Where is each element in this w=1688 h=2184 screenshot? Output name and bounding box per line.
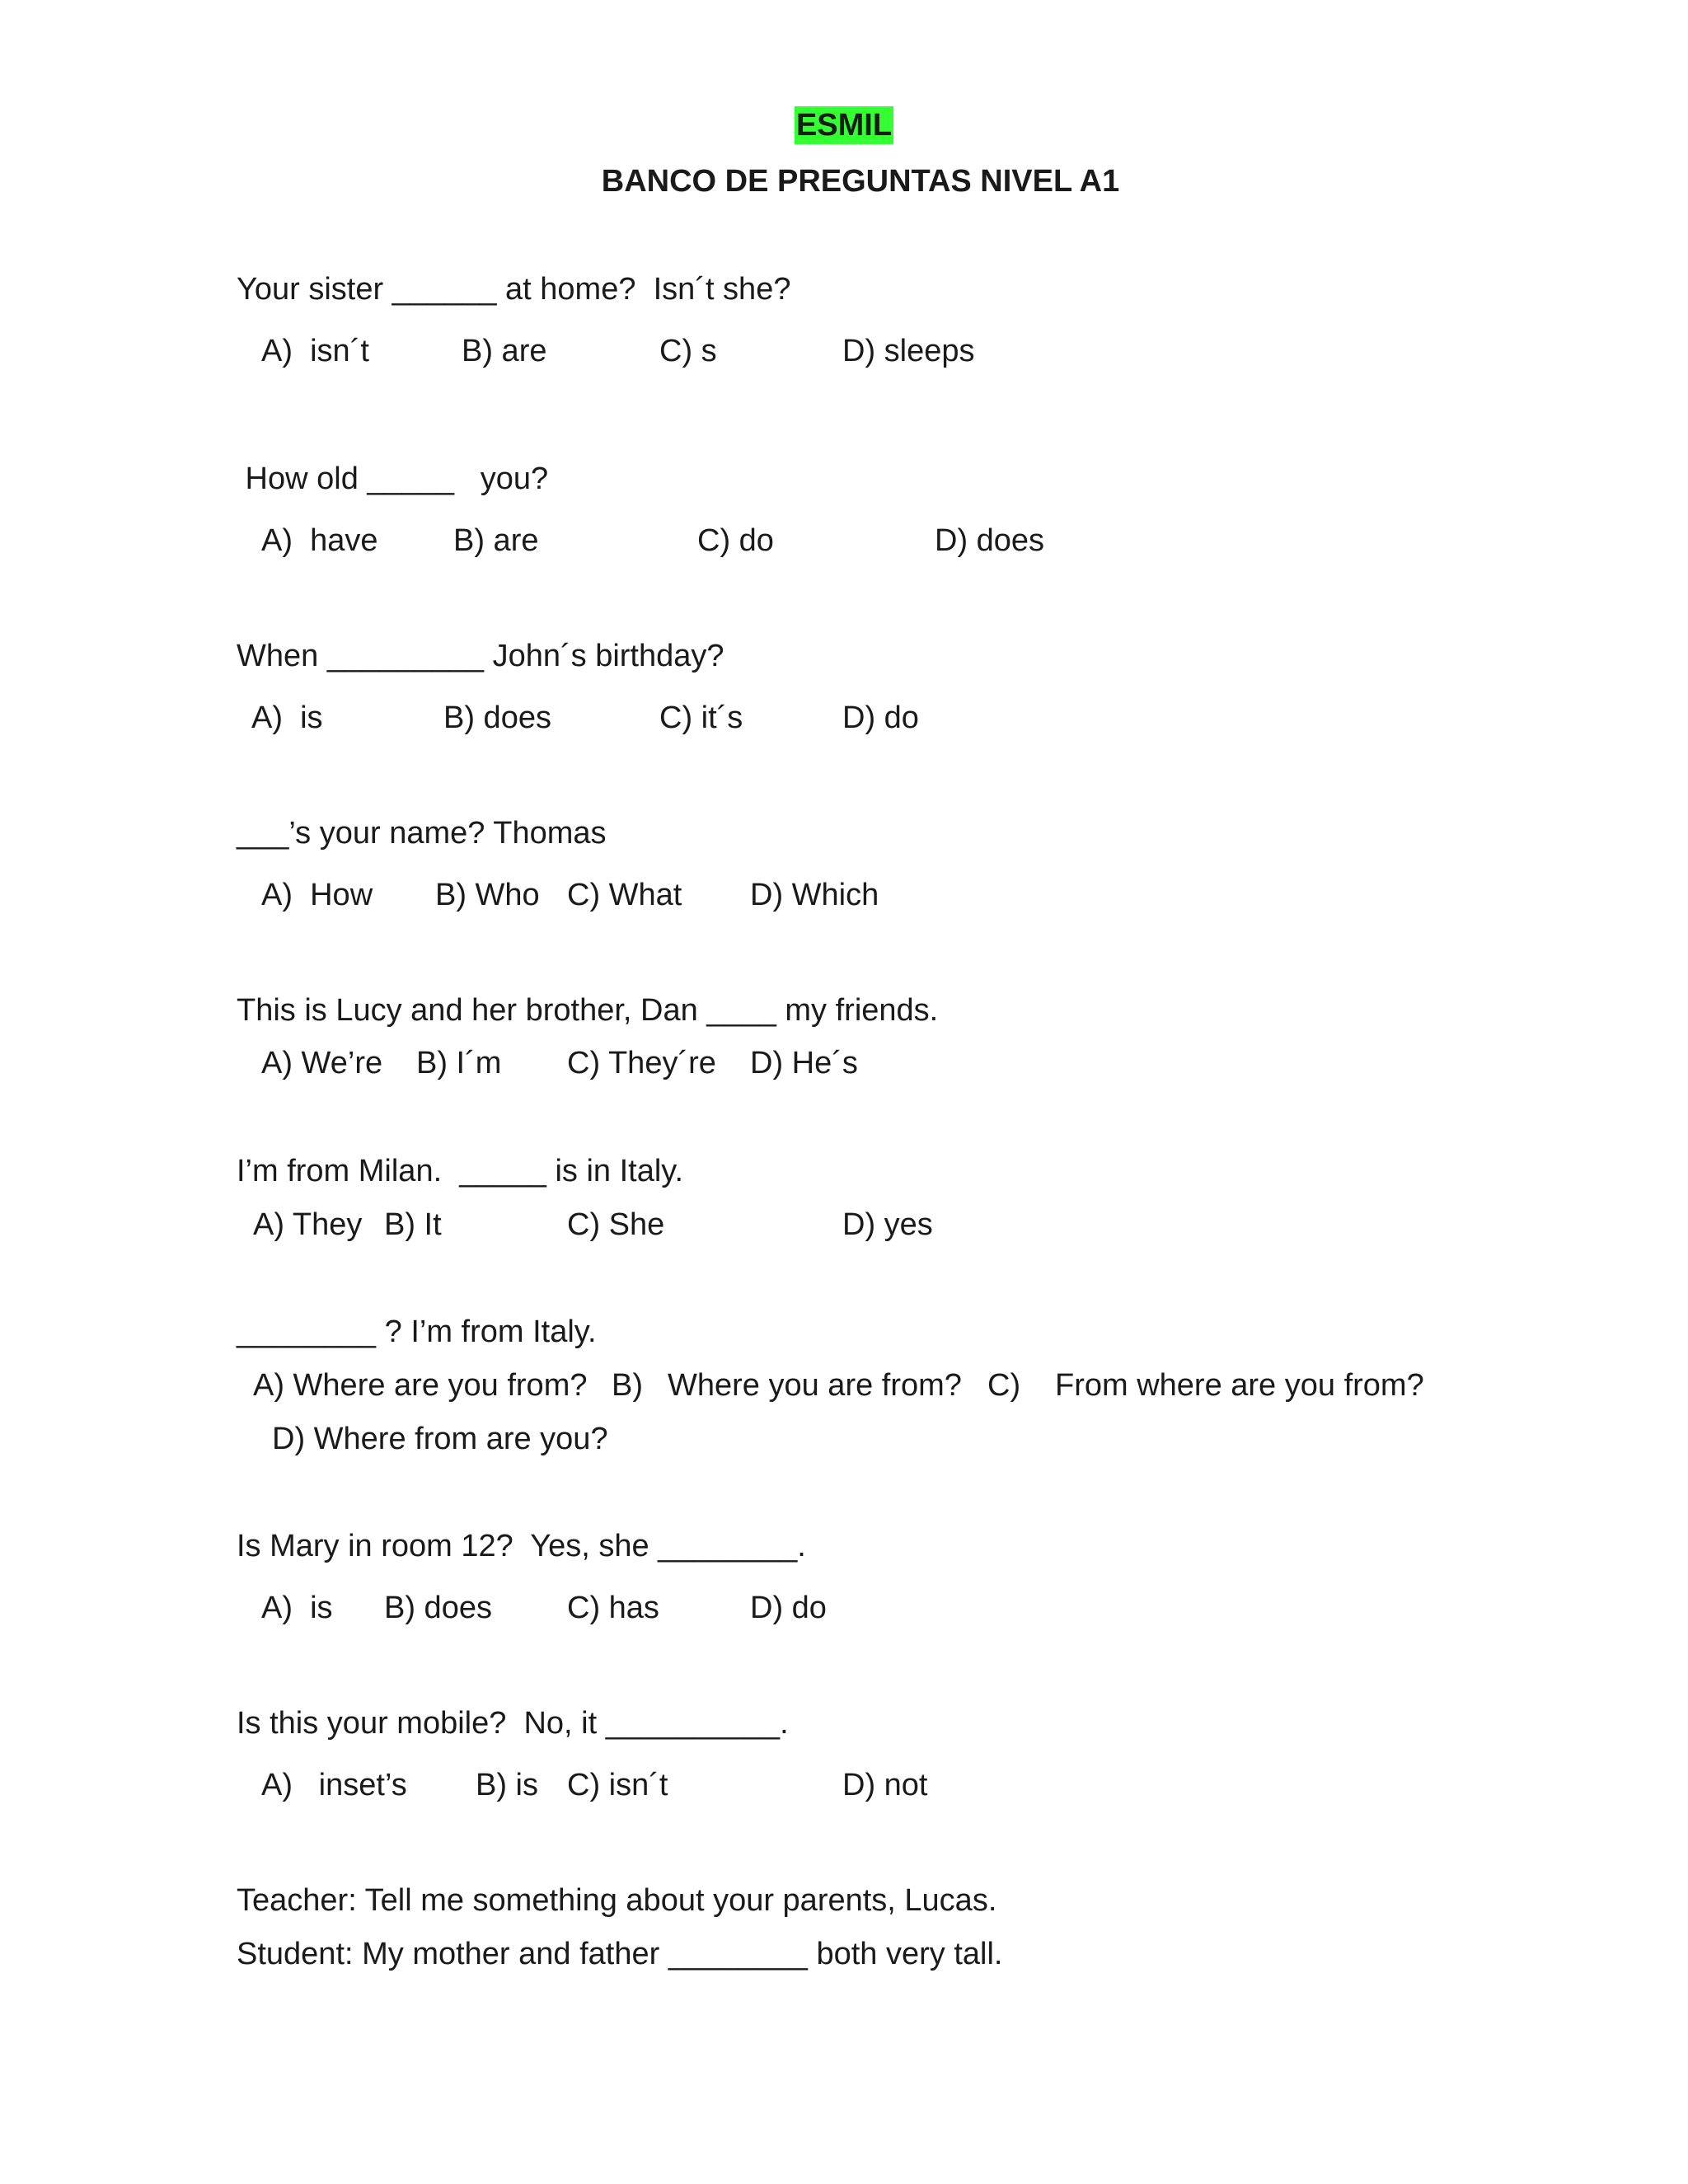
- question-9-option-a: A) inset’s: [261, 1768, 407, 1802]
- question-8-stem: Is Mary in room 12? Yes, she ________.: [237, 1529, 806, 1563]
- dialogue-teacher: Teacher: Tell me something about your parents, Lucas.: [237, 1883, 997, 1918]
- question-4-option-a: A) How: [261, 878, 373, 912]
- question-1-option-a: A) isn´t: [261, 334, 369, 368]
- question-9-option-d: D) not: [842, 1768, 928, 1802]
- question-1-option-b: B) are: [462, 334, 547, 368]
- question-6-option-b: B) It: [384, 1207, 442, 1242]
- question-3-stem: When _________ John´s birthday?: [237, 639, 724, 673]
- question-8-option-d: D) do: [750, 1591, 827, 1625]
- question-3-option-b: B) does: [443, 701, 551, 735]
- question-3-option-a: A) is: [251, 701, 323, 735]
- question-2-option-d: D) does: [935, 523, 1045, 558]
- question-1-stem: Your sister ______ at home? Isn´t she?: [237, 272, 791, 307]
- question-7-stem: ________ ? I’m from Italy.: [237, 1315, 597, 1349]
- question-7-option-d: D) Where from are you?: [272, 1422, 608, 1456]
- question-9-option-b: B) is: [476, 1768, 538, 1802]
- question-6-option-d: D) yes: [842, 1207, 933, 1242]
- question-9-stem: Is this your mobile? No, it __________.: [237, 1706, 789, 1741]
- question-2-option-b: B) are: [453, 523, 539, 558]
- question-4-option-c: C) What: [567, 878, 682, 912]
- question-7-option-b-letter: B): [612, 1368, 643, 1403]
- dialogue-student: Student: My mother and father ________ both very tall.: [237, 1937, 1003, 1971]
- page-title: BANCO DE PREGUNTAS NIVEL A1: [601, 164, 1120, 199]
- question-8-option-b: B) does: [384, 1591, 492, 1625]
- question-2-stem: How old _____ you?: [237, 462, 549, 496]
- question-5-stem: This is Lucy and her brother, Dan ____ my friends.: [237, 993, 939, 1028]
- question-8-option-a: A) is: [261, 1591, 333, 1625]
- question-9-option-c: C) isn´t: [567, 1768, 668, 1802]
- question-6-option-c: C) She: [567, 1207, 665, 1242]
- question-4-option-d: D) Which: [750, 878, 879, 912]
- question-8-option-c: C) has: [567, 1591, 659, 1625]
- org-highlight: ESMIL: [795, 108, 893, 143]
- question-5-option-c: C) They´re: [567, 1046, 716, 1080]
- question-1-option-c: C) s: [659, 334, 717, 368]
- question-3-option-d: D) do: [842, 701, 919, 735]
- question-6-option-a: A) They: [253, 1207, 363, 1242]
- question-3-option-c: C) it´s: [659, 701, 743, 735]
- question-5-option-a: A) We’re: [261, 1046, 383, 1080]
- question-7-option-a: A) Where are you from?: [253, 1368, 588, 1403]
- question-4-option-b: B) Who: [435, 878, 540, 912]
- question-7-option-c-letter: C): [987, 1368, 1021, 1403]
- question-1-option-d: D) sleeps: [842, 334, 975, 368]
- question-7-option-b: Where you are from?: [668, 1368, 962, 1403]
- question-4-stem: ___’s your name? Thomas: [237, 816, 607, 851]
- header-org: [0, 105, 1688, 145]
- question-7-option-c: From where are you from?: [1055, 1368, 1424, 1403]
- question-2-option-a: A) have: [261, 523, 378, 558]
- question-6-stem: I’m from Milan. _____ is in Italy.: [237, 1154, 684, 1188]
- question-2-option-c: C) do: [697, 523, 774, 558]
- question-5-option-b: B) I´m: [416, 1046, 502, 1080]
- question-5-option-d: D) He´s: [750, 1046, 858, 1080]
